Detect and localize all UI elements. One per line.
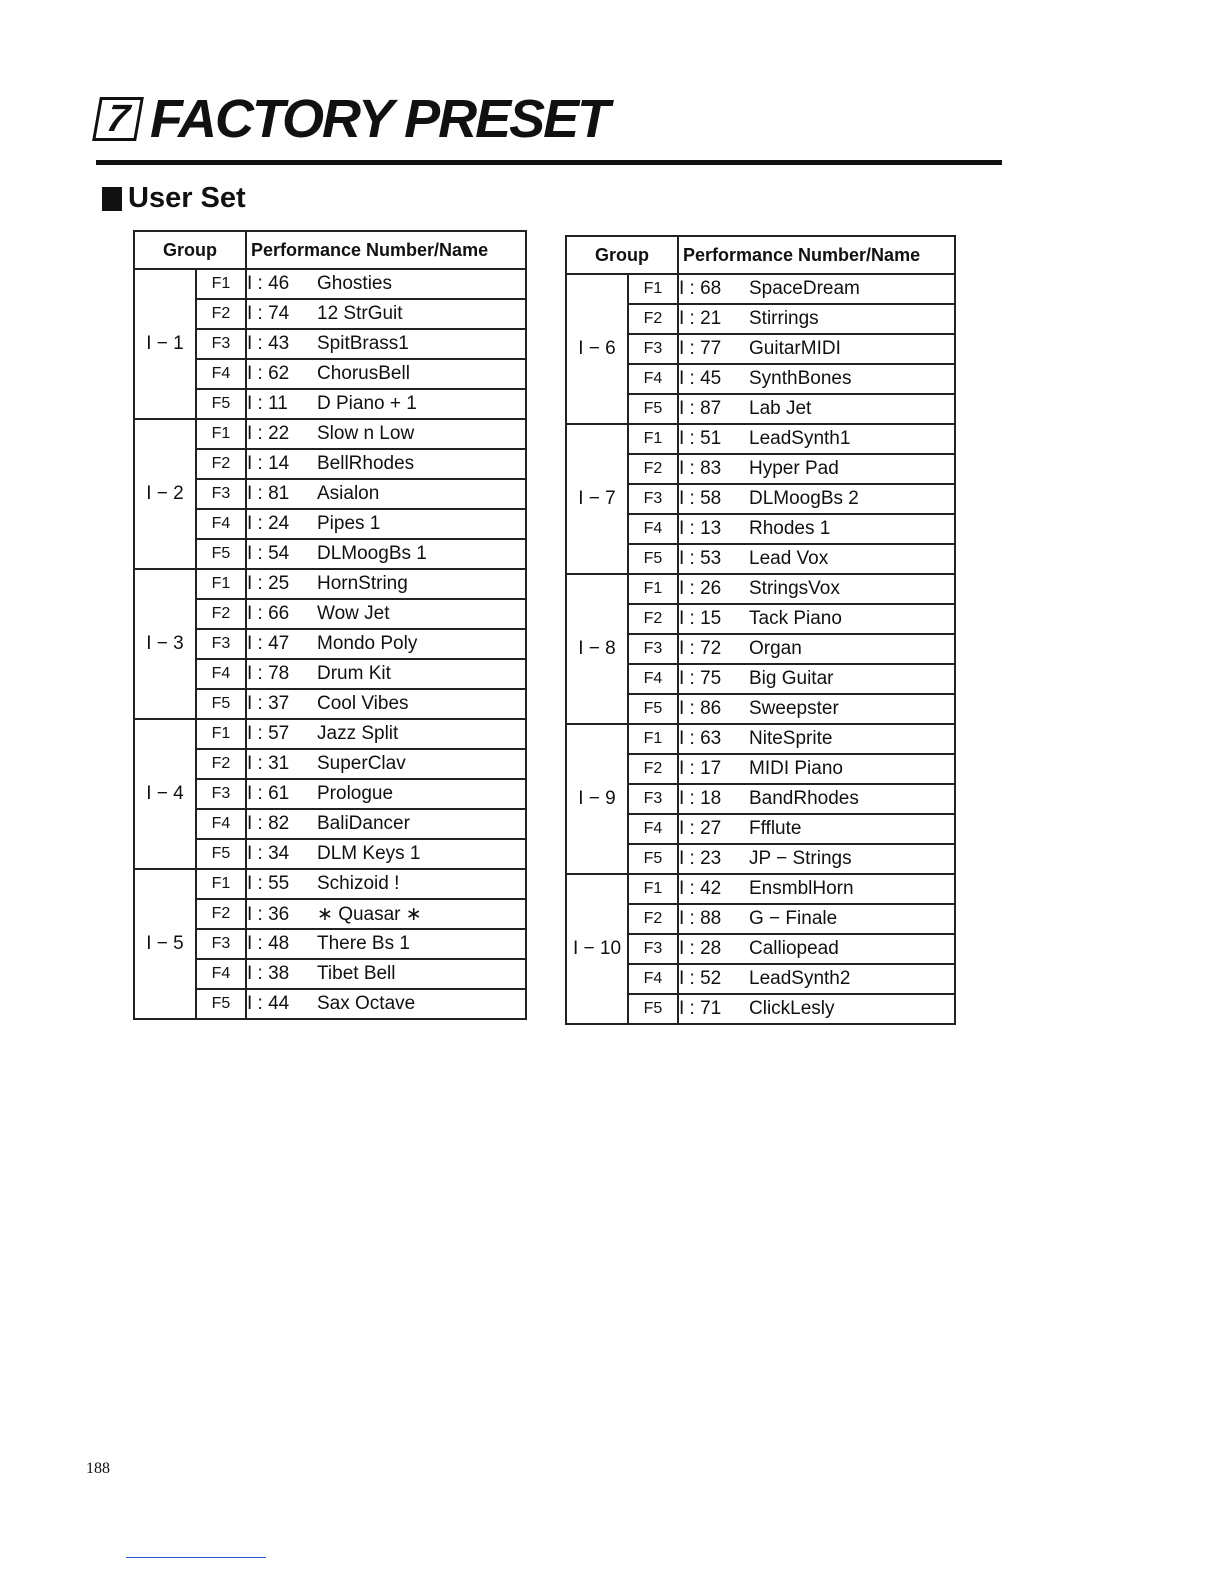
performance-number: I : 72 [679,638,722,659]
table-row [566,724,955,754]
preset-table-left [133,230,527,1020]
chapter-number-box [92,97,144,141]
function-key-label: F2 [196,899,246,929]
function-key-label: F1 [196,419,246,449]
performance-number: I : 17 [679,758,722,779]
performance-number: I : 86 [679,698,722,719]
performance-number: I : 63 [679,728,722,749]
performance-name: BellRhodes [317,453,415,474]
performance-name: Cool Vibes [317,693,409,714]
performance-name: D Piano + 1 [317,393,417,414]
performance-number: I : 48 [247,933,290,954]
group-label: I − 8 [566,574,628,724]
performance-name: ∗ Quasar ∗ [317,903,422,925]
performance-number: I : 13 [679,518,722,539]
performance-number: I : 15 [679,608,722,629]
performance-cell [678,694,955,724]
performance-cell [246,899,526,929]
performance-number: I : 43 [247,333,290,354]
performance-name: Big Guitar [749,668,834,689]
performance-name: There Bs 1 [317,933,410,954]
function-key-label: F4 [196,959,246,989]
group-label: I − 2 [134,419,196,569]
function-key-label: F4 [628,514,678,544]
performance-name: SpaceDream [749,278,860,299]
performance-name: DLMoogBs 1 [317,543,427,564]
function-key-label: F2 [628,604,678,634]
performance-cell [678,844,955,874]
performance-number: I : 34 [247,843,290,864]
function-key-label: F5 [628,694,678,724]
performance-name: StringsVox [749,578,840,599]
function-key-label: F4 [196,359,246,389]
performance-number: I : 21 [679,308,722,329]
group-column-header: Group [134,231,246,269]
performance-number: I : 52 [679,968,722,989]
function-key-label: F4 [196,659,246,689]
function-key-label: F5 [628,844,678,874]
function-key-label: F2 [628,304,678,334]
function-key-label: F5 [628,544,678,574]
function-key-label: F2 [196,749,246,779]
performance-name: Mondo Poly [317,633,418,654]
performance-number: I : 58 [679,488,722,509]
performance-number: I : 11 [247,393,288,414]
performance-name: Sax Octave [317,993,416,1014]
performance-name: 12 StrGuit [317,303,403,324]
performance-name: SuperClav [317,753,406,774]
function-key-label: F1 [196,569,246,599]
function-key-label: F5 [628,394,678,424]
performance-cell [678,754,955,784]
performance-number: I : 18 [679,788,722,809]
performance-number: I : 38 [247,963,290,984]
performance-name: Asialon [317,483,380,504]
function-key-label: F5 [196,839,246,869]
performance-cell [678,904,955,934]
performance-number: I : 54 [247,543,290,564]
performance-cell [246,629,526,659]
performance-cell [246,719,526,749]
performance-number: I : 81 [247,483,290,504]
performance-cell [678,484,955,514]
performance-number: I : 61 [247,783,290,804]
performance-cell [246,929,526,959]
performance-name: Jazz Split [317,723,399,744]
performance-number: I : 83 [679,458,722,479]
function-key-label: F1 [628,274,678,304]
function-key-label: F2 [196,599,246,629]
performance-name: DLM Keys 1 [317,843,421,864]
performance-cell [246,659,526,689]
performance-cell [246,569,526,599]
performance-column-header: Performance Number/Name [678,236,955,274]
performance-number: I : 68 [679,278,722,299]
page-title: FACTORY PRESET [150,89,609,149]
section-title: User Set [128,182,246,214]
group-label: I − 10 [566,874,628,1024]
table-row [566,574,955,604]
function-key-label: F3 [628,784,678,814]
performance-cell [678,634,955,664]
function-key-label: F3 [196,479,246,509]
performance-name: Ffflute [749,818,802,839]
function-key-label: F2 [628,454,678,484]
performance-name: Lead Vox [749,548,829,569]
performance-cell [246,539,526,569]
performance-number: I : 88 [679,908,722,929]
title-rule [96,160,1002,165]
performance-cell [678,994,955,1024]
performance-name: Tack Piano [749,608,842,629]
performance-cell [246,809,526,839]
performance-cell [678,514,955,544]
performance-cell [678,934,955,964]
performance-name: JP − Strings [749,848,852,869]
page-heading [96,89,609,149]
performance-number: I : 46 [247,273,290,294]
performance-cell [678,364,955,394]
function-key-label: F1 [628,724,678,754]
performance-cell [246,509,526,539]
performance-name: Tibet Bell [317,963,396,984]
preset-table-body [566,274,955,1024]
performance-name: Drum Kit [317,663,391,684]
group-label: I − 1 [134,269,196,419]
performance-number: I : 37 [247,693,290,714]
performance-number: I : 77 [679,338,722,359]
performance-name: G − Finale [749,908,838,929]
performance-name: Prologue [317,783,394,804]
performance-number: I : 78 [247,663,290,684]
performance-number: I : 31 [247,753,290,774]
function-key-label: F3 [628,934,678,964]
performance-number: I : 45 [679,368,722,389]
function-key-label: F1 [196,269,246,299]
performance-cell [678,394,955,424]
performance-cell [678,424,955,454]
table-row [566,274,955,304]
performance-cell [246,269,526,299]
performance-name: BandRhodes [749,788,859,809]
section-heading [102,182,246,215]
performance-cell [246,689,526,719]
page-number: 188 [86,1460,110,1477]
performance-cell [246,389,526,419]
performance-cell [246,869,526,899]
performance-number: I : 87 [679,398,722,419]
performance-name: Calliopead [749,938,839,959]
table-row [566,424,955,454]
performance-name: ClickLesly [749,998,835,1019]
function-key-label: F4 [628,664,678,694]
performance-number: I : 53 [679,548,722,569]
performance-name: Sweepster [749,698,839,719]
performance-number: I : 22 [247,423,290,444]
table-row [134,569,526,599]
function-key-label: F5 [196,689,246,719]
performance-name: DLMoogBs 2 [749,488,859,509]
performance-cell [678,304,955,334]
performance-name: ChorusBell [317,363,410,384]
group-label: I − 5 [134,869,196,1019]
function-key-label: F1 [196,719,246,749]
performance-cell [246,449,526,479]
performance-number: I : 57 [247,723,290,744]
performance-name: NiteSprite [749,728,833,749]
performance-cell [246,299,526,329]
performance-cell [678,454,955,484]
performance-column-header: Performance Number/Name [246,231,526,269]
performance-name: EnsmblHorn [749,878,854,899]
performance-cell [246,599,526,629]
preset-table-body [134,269,526,1019]
preset-table-right [565,235,956,1025]
performance-name: Lab Jet [749,398,812,419]
performance-number: I : 36 [247,903,290,925]
performance-name: Rhodes 1 [749,518,831,539]
performance-number: I : 27 [679,818,722,839]
performance-cell [678,874,955,904]
function-key-label: F2 [628,904,678,934]
performance-name: BaliDancer [317,813,410,834]
performance-cell [678,274,955,304]
function-key-label: F5 [196,539,246,569]
performance-cell [246,419,526,449]
table-header-row [134,231,526,269]
table-row [134,269,526,299]
performance-number: I : 62 [247,363,290,384]
function-key-label: F3 [628,334,678,364]
performance-name: LeadSynth1 [749,428,851,449]
performance-number: I : 42 [679,878,722,899]
function-key-label: F5 [196,989,246,1019]
performance-number: I : 71 [679,998,722,1019]
performance-name: HornString [317,573,408,594]
performance-cell [246,749,526,779]
performance-number: I : 66 [247,603,290,624]
performance-name: SynthBones [749,368,852,389]
performance-cell [678,964,955,994]
performance-number: I : 44 [247,993,290,1014]
performance-number: I : 82 [247,813,290,834]
function-key-label: F5 [628,994,678,1024]
performance-cell [678,784,955,814]
function-key-label: F4 [196,809,246,839]
group-label: I − 9 [566,724,628,874]
function-key-label: F4 [628,964,678,994]
performance-cell [246,359,526,389]
performance-name: Organ [749,638,802,659]
group-column-header: Group [566,236,678,274]
function-key-label: F1 [196,869,246,899]
performance-cell [246,779,526,809]
chapter-number: 7 [103,98,133,140]
function-key-label: F5 [196,389,246,419]
performance-name: Schizoid ! [317,873,400,894]
function-key-label: F3 [628,634,678,664]
function-key-label: F2 [196,449,246,479]
group-label: I − 4 [134,719,196,869]
performance-number: I : 28 [679,938,722,959]
table-row [134,869,526,899]
performance-cell [246,959,526,989]
performance-name: LeadSynth2 [749,968,851,989]
performance-cell [246,989,526,1019]
performance-cell [678,664,955,694]
table-row [566,874,955,904]
group-label: I − 6 [566,274,628,424]
function-key-label: F4 [196,509,246,539]
performance-cell [246,479,526,509]
performance-cell [678,814,955,844]
performance-name: MIDI Piano [749,758,843,779]
performance-number: I : 47 [247,633,290,654]
performance-number: I : 74 [247,303,290,324]
table-header-row [566,236,955,274]
performance-name: Pipes 1 [317,513,381,534]
performance-cell [678,604,955,634]
performance-name: Ghosties [317,273,392,294]
function-key-label: F1 [628,574,678,604]
performance-name: Stirrings [749,308,819,329]
performance-number: I : 55 [247,873,290,894]
footer-line [126,1557,266,1558]
performance-number: I : 23 [679,848,722,869]
function-key-label: F3 [196,929,246,959]
table-row [134,419,526,449]
function-key-label: F3 [628,484,678,514]
performance-number: I : 25 [247,573,290,594]
performance-name: Wow Jet [317,603,390,624]
performance-number: I : 51 [679,428,722,449]
function-key-label: F1 [628,424,678,454]
performance-number: I : 26 [679,578,722,599]
performance-cell [678,724,955,754]
bullet-square-icon [102,187,122,211]
performance-cell [246,839,526,869]
performance-cell [678,574,955,604]
table-row [134,719,526,749]
performance-cell [678,334,955,364]
function-key-label: F1 [628,874,678,904]
function-key-label: F2 [628,754,678,784]
performance-number: I : 75 [679,668,722,689]
function-key-label: F3 [196,329,246,359]
function-key-label: F3 [196,779,246,809]
function-key-label: F2 [196,299,246,329]
performance-name: Slow n Low [317,423,415,444]
performance-name: Hyper Pad [749,458,839,479]
performance-cell [246,329,526,359]
performance-cell [678,544,955,574]
performance-name: GuitarMIDI [749,338,841,359]
function-key-label: F4 [628,364,678,394]
performance-number: I : 24 [247,513,290,534]
group-label: I − 7 [566,424,628,574]
performance-name: SpitBrass1 [317,333,409,354]
function-key-label: F4 [628,814,678,844]
performance-number: I : 14 [247,453,290,474]
group-label: I − 3 [134,569,196,719]
function-key-label: F3 [196,629,246,659]
